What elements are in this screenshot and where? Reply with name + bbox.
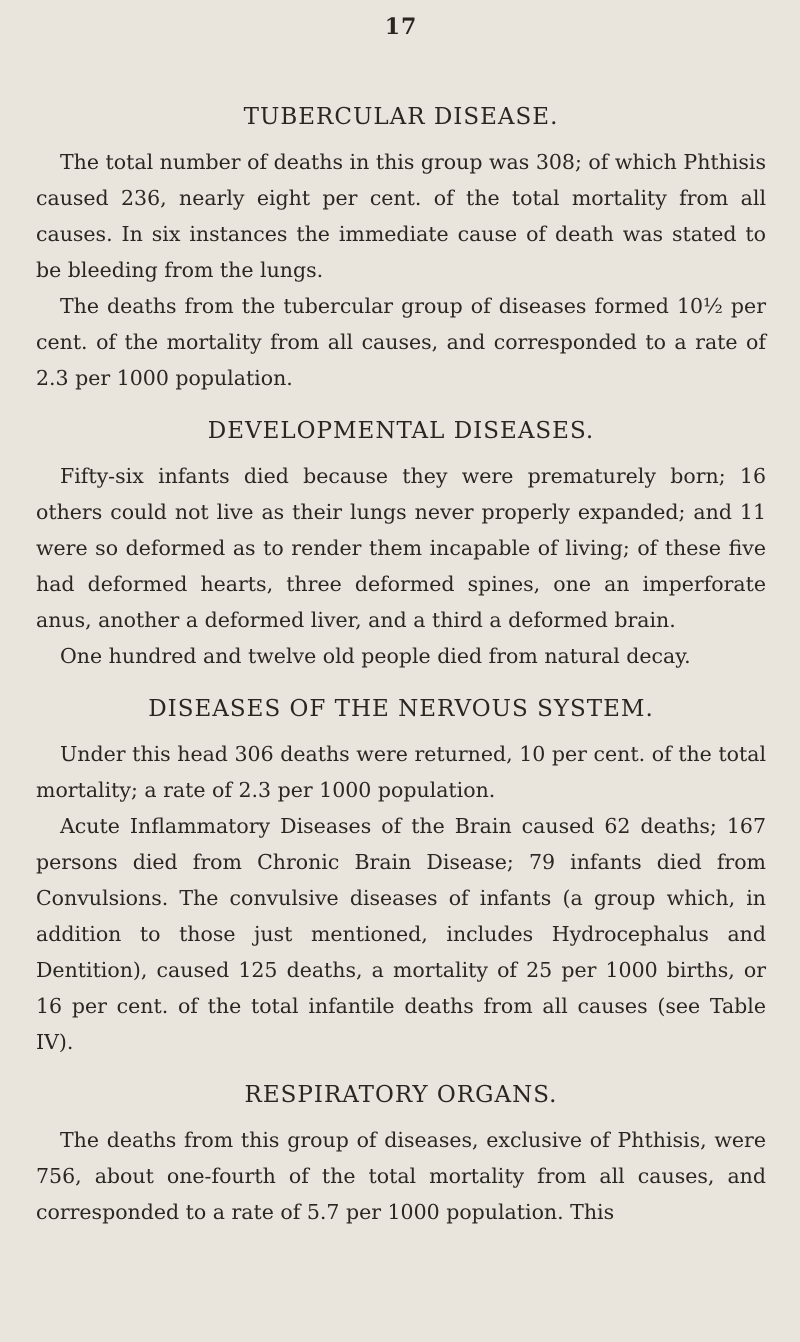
paragraph: Under this head 306 deaths were returned, 10 per cent. of the total mortality; a rate of 2.3 per 1000 population. [36,742,766,802]
paragraph: Fifty-six infants died because they were prematurely born; 16 others could not live as their lungs never properly expanded; and 11 were so deformed as to render them incapable of living; of these five had deformed hearts, three deformed spines, one an imperforate anus, another a deformed liver, and a third a deformed brain. [36,464,766,632]
section-tubercular-disease [36,104,766,396]
page-number: 17 [384,14,418,40]
paragraph: The total number of deaths in this group was 308; of which Phthisis caused 236, nearly eight per cent. of the total mortality from all causes. In six instances the immediate cause of death was stated to be bleeding from the lungs. [36,150,766,282]
section-respiratory-organs [36,1082,766,1230]
section-heading: TUBERCULAR DISEASE. [243,104,559,130]
section-heading: DEVELOPMENTAL DISEASES. [207,418,595,444]
paragraph: Acute Inflammatory Diseases of the Brain caused 62 deaths; 167 persons died from Chronic Brain Disease; 79 infants died from Convulsions. The convulsive diseases of infants (a group which, in addition to those just mentioned, includes Hydrocephalus and Dentition), caused 125 deaths, a mortality of 25 per 1000 births, or 16 per cent. of the total infantile deaths from all causes (see Table IV). [36,814,766,1054]
section-developmental-diseases [36,418,766,674]
section-heading: RESPIRATORY ORGANS. [244,1082,558,1108]
paragraph: One hundred and twelve old people died from natural decay. [60,644,691,668]
section-nervous-system [36,696,766,1060]
paragraph: The deaths from the tubercular group of diseases formed 10½ per cent. of the mortality from all causes, and corresponded to a rate of 2.3 per 1000 population. [36,294,766,390]
section-heading: DISEASES OF THE NERVOUS SYSTEM. [148,696,654,722]
paragraph: The deaths from this group of diseases, exclusive of Phthisis, were 756, about one-fourth of the total mortality from all causes, and corresponded to a rate of 5.7 per 1000 population. This [36,1128,766,1224]
